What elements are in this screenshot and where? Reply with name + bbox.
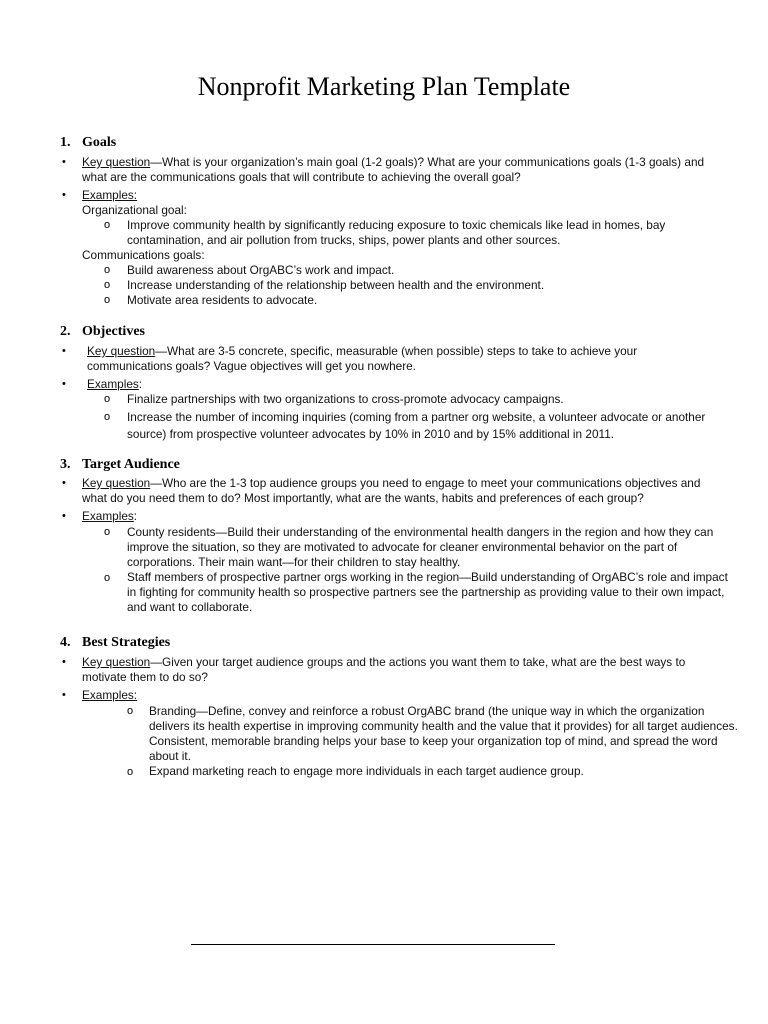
section-title: Best Strategies: [82, 635, 171, 650]
key-question: [82, 155, 732, 185]
list-item: Increase understanding of the relationship between health and the environment.: [127, 278, 545, 292]
section-number: 3.: [60, 457, 71, 472]
key-question-label: Key question: [82, 655, 151, 669]
list-item: Increase the number of incoming inquiries (coming from a partner org website, a volunteer advocate or another source) from prospective volunteer advocates by 10% in 2010 and by 15% additional in 2011.: [127, 410, 706, 441]
list-item: Staff members of prospective partner orgs working in the region—Build understanding of OrgABC’s role and impact in fighting for community health so prospective partners see the partnership as providing value to their own impact, and want to collaborate.: [127, 570, 728, 614]
sub-bullet-icon: o: [104, 526, 111, 538]
bullet-icon: •: [62, 477, 66, 489]
key-question-text: —What are 3-5 concrete, specific, measurable (when possible) steps to take to achieve your communications goals? Vague objectives will get you nowhere.: [87, 344, 638, 373]
comm-goals-label: Communications goals:: [82, 248, 205, 262]
section-number: 4.: [60, 635, 71, 650]
sub-bullet-icon: o: [104, 279, 111, 291]
list-item: County residents—Build their understanding of the environmental health dangers in the region and how they can improve the situation, so they are motivated to advocate for cleaner environmental behavior on the part of corporations. Their main want—for their children to stay healthy.: [127, 525, 714, 569]
list-item: Finalize partnerships with two organizations to cross-promote advocacy campaigns.: [127, 392, 564, 406]
examples-label: Examples:: [82, 509, 138, 523]
section-title: Target Audience: [82, 457, 180, 472]
section-title: Objectives: [82, 324, 145, 339]
section-heading: [60, 457, 180, 473]
section-number: 2.: [60, 324, 71, 339]
bullet-icon: •: [62, 656, 66, 668]
sub-bullet-icon: o: [127, 766, 134, 778]
section-heading: [60, 635, 170, 651]
sub-bullet-icon: o: [127, 705, 134, 717]
sub-bullet-icon: o: [104, 294, 111, 306]
examples-label: Examples:: [82, 688, 138, 702]
sub-bullet-icon: o: [104, 219, 111, 231]
list-item: Motivate area residents to advocate.: [127, 293, 318, 307]
list-item: Improve community health by significantly reducing exposure to toxic chemicals like lead in homes, bay contamination, and air pollution from trucks, ships, power plants and other sources.: [127, 218, 666, 247]
bullet-icon: •: [62, 156, 66, 168]
section-heading: [60, 135, 116, 151]
key-question-text: —What is your organization’s main goal (1-2 goals)? What are your communications goals (1-3 goals) and what are the communications goals that will contribute to achieving the overall goal?: [82, 155, 705, 184]
key-question: [82, 655, 727, 685]
bullet-icon: •: [62, 345, 66, 357]
key-question-text: —Who are the 1-3 top audience groups you need to engage to meet your communications objectives and what do you need them to do? Most importantly, what are the wants, habits and preferences of each group?: [82, 476, 701, 505]
sub-bullet-icon: o: [104, 393, 111, 405]
list-item: Branding—Define, convey and reinforce a robust OrgABC brand (the unique way in which the organization delivers its health expertise in improving community health and the value that it provides) for all target audiences. Consistent, memorable branding helps your base to keep your organization top of mind, and spread the word about it.: [149, 704, 738, 763]
bullet-icon: •: [62, 510, 66, 522]
bullet-icon: •: [62, 689, 66, 701]
sub-bullet-icon: o: [104, 572, 111, 584]
sub-bullet-icon: o: [104, 411, 111, 423]
bullet-icon: •: [62, 189, 66, 201]
list-item: Build awareness about OrgABC’s work and impact.: [127, 263, 395, 277]
key-question-text: —Given your target audience groups and the actions you want them to take, what are the best ways to motivate them to do so?: [82, 655, 686, 684]
list-item: Expand marketing reach to engage more individuals in each target audience group.: [149, 764, 584, 778]
key-question-label: Key question: [82, 155, 151, 169]
sub-bullet-icon: o: [104, 264, 111, 276]
page-title: Nonprofit Marketing Plan Template: [197, 72, 571, 101]
footer-divider: [191, 944, 555, 945]
section-heading: [60, 324, 145, 340]
bullet-icon: •: [62, 378, 66, 390]
key-question: [82, 476, 722, 506]
examples-label: Examples:: [87, 377, 143, 391]
section-title: Goals: [82, 135, 117, 150]
org-goal-label: Organizational goal:: [82, 203, 187, 217]
key-question-label: Key question: [87, 344, 156, 358]
key-question-label: Key question: [82, 476, 151, 490]
examples-label: Examples:: [82, 188, 138, 202]
key-question: [87, 344, 707, 374]
section-number: 1.: [60, 135, 71, 150]
